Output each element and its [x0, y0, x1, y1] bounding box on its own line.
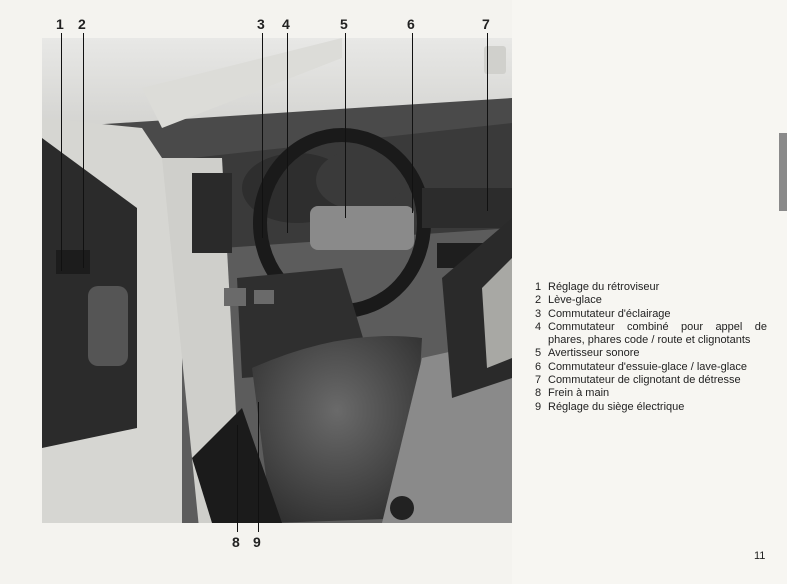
- leader-line-3: [262, 33, 263, 238]
- legend-item: 5 Avertisseur sonore: [535, 347, 767, 360]
- callout-7: 7: [482, 16, 490, 32]
- interior-photo: [42, 38, 512, 523]
- legend-item: 8 Frein à main: [535, 387, 767, 400]
- callout-4: 4: [282, 16, 290, 32]
- legend-item-text: Avertisseur sonore: [548, 347, 640, 360]
- interior-photo-drawing: [42, 38, 512, 523]
- callout-6: 6: [407, 16, 415, 32]
- leader-line-1: [61, 33, 62, 271]
- legend-item-text: Commutateur combiné pour appel de phares, phares code / route et clignotants: [548, 320, 767, 347]
- legend-item: 9 Réglage du siège électrique: [535, 401, 767, 414]
- legend-item-text: Lève-glace: [548, 294, 602, 307]
- leader-line-4: [287, 33, 288, 233]
- legend-item-text: Commutateur d'éclairage: [548, 307, 671, 320]
- callout-5: 5: [340, 16, 348, 32]
- legend-item-text: Réglage du rétroviseur: [548, 281, 660, 293]
- legend-item: 6 Commutateur d'essuie-glace / lave-glace: [535, 361, 767, 374]
- page-number: 11: [754, 550, 766, 562]
- legend-item-text: Frein à main: [548, 387, 610, 400]
- legend-item-text: Réglage du siège électrique: [548, 400, 685, 413]
- callout-1: 1: [56, 16, 64, 32]
- legend-item: 3 Commutateur d'éclairage: [535, 308, 767, 321]
- callout-8: 8: [232, 534, 240, 550]
- legend-list: [535, 281, 767, 414]
- leader-line-8: [237, 425, 238, 532]
- callout-3: 3: [257, 16, 265, 32]
- legend-item: 4 Commutateur combiné pour appel de phares, phares code / route et clignotants: [535, 320, 767, 347]
- callout-9: 9: [253, 534, 261, 550]
- legend-item: 7 Commutateur de clignotant de détresse: [535, 374, 767, 387]
- leader-line-2: [83, 33, 84, 268]
- legend-item-text: Commutateur de clignotant de détresse: [548, 374, 741, 387]
- leader-line-7: [487, 33, 488, 211]
- leader-line-5: [345, 33, 346, 218]
- page-edge-tab: [779, 133, 787, 211]
- leader-line-9: [258, 402, 259, 532]
- leader-line-6: [412, 33, 413, 213]
- legend-item: 1 Réglage du rétroviseur: [535, 281, 767, 294]
- legend-item: 2 Lève-glace: [535, 294, 767, 307]
- callout-2: 2: [78, 16, 86, 32]
- legend-item-text: Commutateur d'essuie-glace / lave-glace: [548, 360, 747, 373]
